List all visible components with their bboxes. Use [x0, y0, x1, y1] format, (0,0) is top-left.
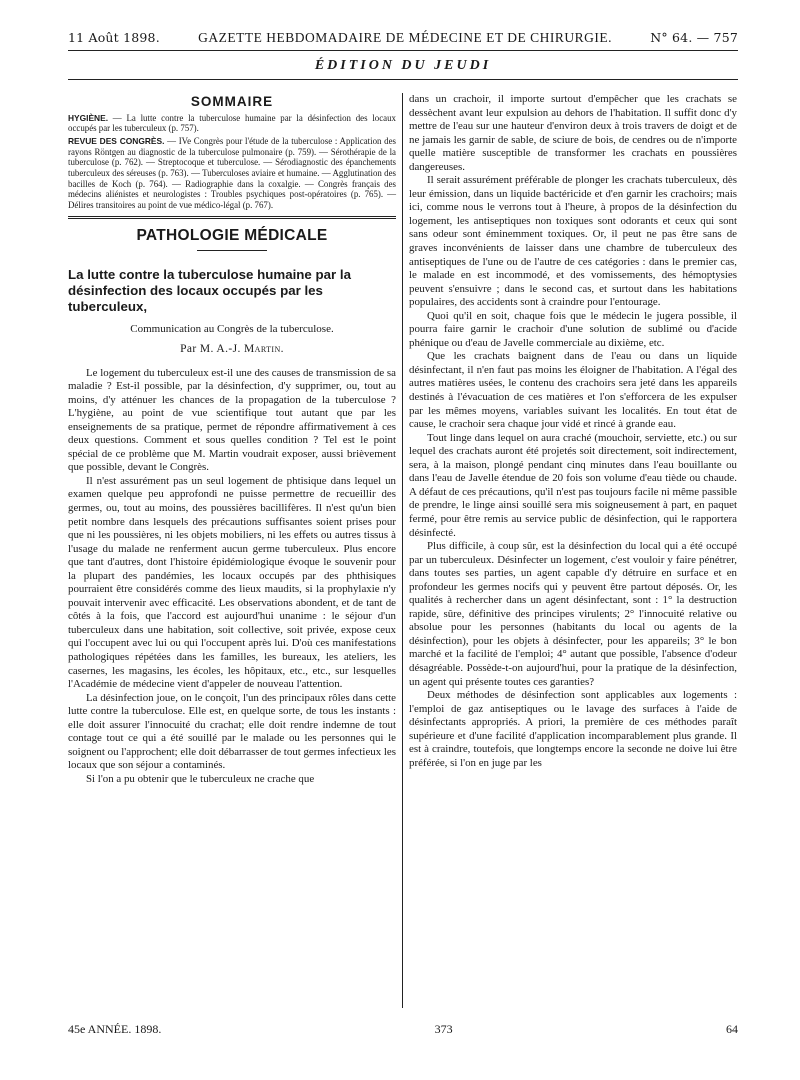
author-prefix: Par M. A.-J. [180, 342, 245, 355]
right-column [403, 93, 737, 1008]
paragraph: Quoi qu'il en soit, chaque fois que le médecin le jugera possible, il pourra faire garnir le crachoir d'une solution de sublimé ou d'acide phénique ou d'eau de Javelle commerciale au dixième, etc. [409, 309, 737, 349]
issue-date: 11 Août 1898. [68, 30, 160, 45]
section-divider [68, 216, 396, 219]
paragraph: Deux méthodes de désinfection sont applicables aux logements : l'emploi de gaz antiseptiques ou le lavage des surfaces à l'aide de désinfectants appropriés. A priori, la première de ces méthodes paraît supérieure et d'une facilité d'application incomparablement plus grande. Il est à craindre, toutefois, que longtemps encore la seconde ne doive lui être préférée, si l'on en juge par les [409, 689, 737, 769]
sommaire-entry [68, 113, 396, 134]
left-column [68, 93, 402, 1008]
sommaire-entry-text: — IVe Congrès pour l'étude de la tuberculose : Application des rayons Röntgen au diagnostic de la tuberculose pulmonaire (p. 759). — Sérothérapie de la tuberculose (p. 762). — Streptocoque et tuberculose. — Sérodiagnostic des épanchements tuberculeux des séreuses (p. 763). — Tuberculoses aviaire et humaine. — Agglutination des bacilles de Koch (p. 764). — Radiographie dans la coxalgie. — Congrès français des médecins aliénistes et neurologistes : Troubles psychiques post-opératoires (p. 765). — Délires transitoires au point de vue médico-légal (p. 767). [68, 135, 396, 211]
page [68, 30, 738, 1050]
paragraph: dans un crachoir, il importe surtout d'empêcher que les crachats se dessèchent avant leur expulsion au dehors de l'habitation. Il suffit donc d'y mettre de l'eau sur une hauteur d'environ deux à trois travers de doigt et de ne jamais les garnir de sable, de sciure de bois, de cendres ou de n'importe quelle matière susceptible de transformer les crachats en poussières dangereuses. [409, 93, 737, 173]
sommaire-title: SOMMAIRE [190, 94, 274, 109]
article-subtitle: Communication au Congrès de la tuberculose. [130, 323, 334, 336]
issue-number: N° 64. — 757 [650, 30, 738, 45]
footer-year: 45e ANNÉE. 1898. [68, 1022, 162, 1036]
paragraph: Que les crachats baignent dans de l'eau ou dans un liquide désinfectant, il n'en faut pas moins les éloigner de l'habitation. A l'égal des autres matières usées, le contenu des crachoirs sera jeté dans les appareils destinés à l'évacuation de ces matières et l'on s'efforcera de les expulser par les mêmes moyens, variables suivant les localités. En tout état de cause, le crachoir sera chaque jour vidé et rincé à grande eau. [409, 350, 737, 431]
footer-page-number: 373 [434, 1022, 453, 1036]
sommaire-entry [68, 136, 396, 211]
sommaire-entry-head: REVUE DES CONGRÈS. [68, 135, 165, 146]
paragraph: Le logement du tuberculeux est-il une des causes de transmission de sa maladie ? Est-il possible, par la désinfection, d'y supprimer, ou, tout au moins, d'y atténuer les chances de la propagation de la tuberculose ? L'hygiène, au point de vue scientifique tout autant que par les enseignements de sa pratique, permet de répondre affirmativement à ces deux questions. Comment et sous quelles condition ? Tel est le point spécial de ce problème que M. Martin voudrait exposer, aussi brièvement que possible, devant le Congrès. [68, 366, 396, 474]
sommaire-entry-head: HYGIÈNE. [68, 112, 109, 123]
two-column-body [68, 93, 738, 1008]
journal-title: GAZETTE HEBDOMADAIRE DE MÉDECINE ET DE CHIRURGIE. [198, 30, 612, 45]
edition-banner: ÉDITION DU JEUDI [68, 51, 738, 80]
article-author [68, 343, 396, 357]
paragraph: La désinfection joue, on le conçoit, l'un des principaux rôles dans cette lutte contre la tuberculose. Elle est, en quelque sorte, de tous les instants : elle doit assurer l'innocuité du crachat; elle doit rendre indemne de tout contage tout ce qui a été souillé par le malade ou les personnes qui le soignent ou l'approchent; elle doit débarrasser de tout germes infectieux les locaux que son séjour a contaminés. [68, 691, 396, 772]
short-rule [197, 250, 267, 251]
section-title: PATHOLOGIE MÉDICALE [136, 226, 328, 244]
sommaire-entry-text: — La lutte contre la tuberculose humaine par la désinfection des locaux occupés par les tuberculeux (p. 757). [68, 112, 396, 134]
paragraph: Tout linge dans lequel on aura craché (mouchoir, serviette, etc.) ou sur lequel des crachats auront été projetés soit directement, soit indirectement, sera, à la maison, plongé pendant cinq minutes dans l'eau bouillante ou dans l'eau de Javelle étendue de 20 fois son volume d'eau tiède ou chaude. A défaut de ces précautions, qu'il n'est pas toujours facile ni même passible de prendre, le linge ainsi souillé sera mis soigneusement à part, en paquet fermé, pour être remis au service public de désinfection, qui le rapportera désinfecté. [409, 431, 737, 539]
paragraph: Plus difficile, à coup sûr, est la désinfection du local qui a été occupé par un tuberculeux. Désinfecter un logement, c'est vouloir y faire pénétrer, dans toutes ses parties, un agent capable d'y détruire en surface et en profondeur les germes nocifs qui y peuvent être partout déposés. Or, les qualités à rechercher dans un agent désinfectant, sont : 1° la destruction rapide, sûre, définitive des principes virulents; 2° l'innocuité relative ou absolue pour les personnes (habitants du local ou agents de la désinfection), pour les objets à désinfecter, pour les appareils; 3° le bon marché et la facilité de l'emploi; 4° autant que possible, l'absence d'odeur désagréable. Possède-t-on aujourd'hui, pour la pratique de la désinfection, un agent qui présente toutes ces garanties? [409, 540, 737, 688]
article-title: La lutte contre la tuberculose humaine par la désinfection des locaux occupés par les tuberculeux, [68, 267, 351, 315]
paragraph: Il serait assurément préférable de plonger les crachats tuberculeux, dès leur émission, dans un liquide bactéricide et d'en garnir les crachoirs; mais ici, comme nous le verrons tout à l'heure, à propos de la désinfection du logement, les antiseptiques non toxiques sont odorants et ceux qui sont sans odeur sont éminemment toxiques. Or, il peut ne pas être sans de graves inconvénients de laisser dans une chambre de tuberculeux des antiseptiques de l'une ou de l'autre de ces catégories : dans le premier cas, le malade en est incommodé, et des vomissements, des hémoptysies peuvent s'ensuivre ; dans le second cas, et surtout dans les habitations populaires, des accidents sont à craindre pour l'entourage. [409, 174, 737, 309]
author-name: Martin. [244, 342, 284, 355]
page-footer [68, 1022, 738, 1037]
footer-sheet-number: 64 [725, 1022, 738, 1036]
paragraph: Si l'on a pu obtenir que le tuberculeux ne crache que [86, 772, 315, 785]
paragraph: Il n'est assurément pas un seul logement de phtisique dans lequel un examen quelque peu approfondi ne puisse permettre de recueillir des germes, ou, tout au moins, des poussières bacillifères. Il n'est qu'un bien petit nombre dans lesquels des précautions suffisantes soient prises pour que ni les poussières, ni les objets mobiliers, ni les effets ou autres tissus à l'usage du malade ne renferment aucun germe tuberculeux. Plus encore que tant d'autres, dont l'histoire épidémiologique évoque le souvenir pour la plupart des pandémies, les locaux occupés par des phthisiques pourraient être considérés comme des lieux maudits, si la prophylaxie n'y pouvait intervenir avec efficacité. Les observations abondent, et de tant de côtés à la fois, que l'accord est aujourd'hui unanime : le séjour d'un tuberculeux dans une habitation, soit collective, soit privée, expose ceux qui l'occupent avec lui ou qui l'occupent après lui. D'où ces manifestations pathologiques répétées dans les familles, les bureaux, les ateliers, les casernes, les magasins, les écoles, les hôpitaux, etc., etc., sur lesquelles l'Académie de médecine vient d'appeler de nouveau l'attention. [68, 474, 396, 691]
running-head [68, 30, 738, 51]
